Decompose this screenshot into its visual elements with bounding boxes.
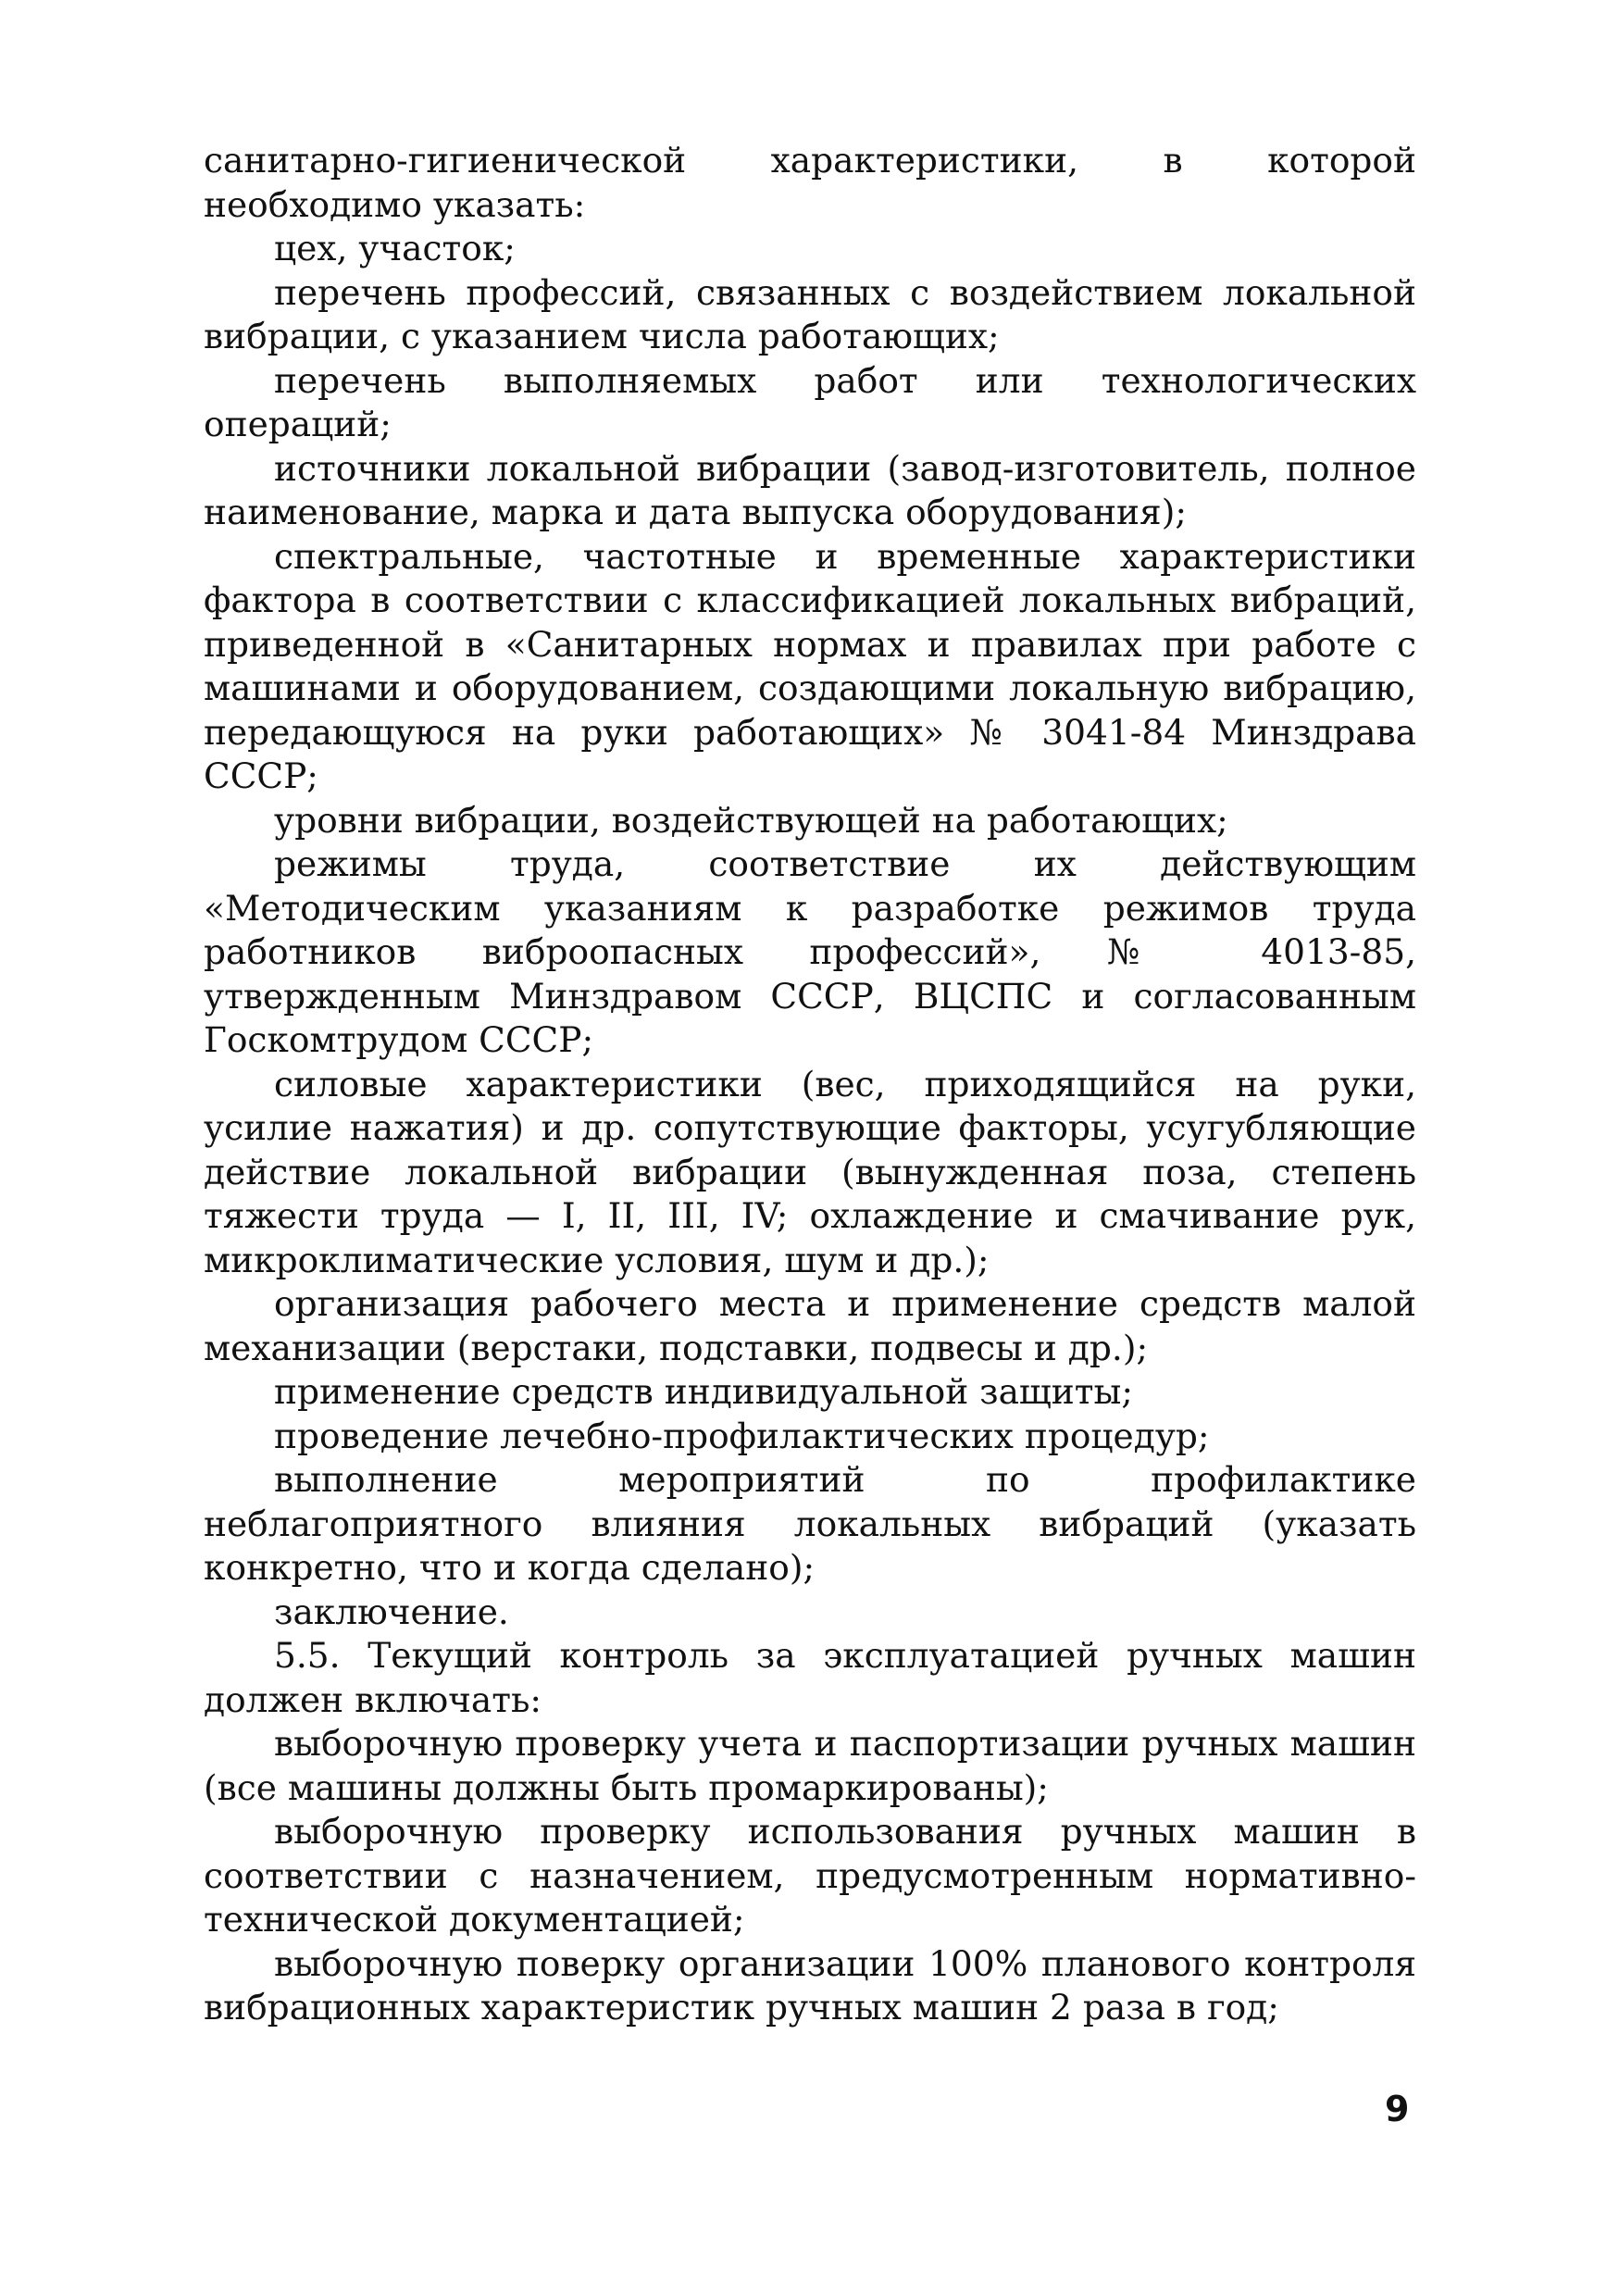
paragraph: перечень выполняемых работ или технологических операций;	[204, 359, 1416, 444]
paragraph: перечень профессий, связанных с воздействием локальной вибрации, с указанием числа работающих;	[204, 271, 1416, 356]
paragraph: применение средств индивидуальной защиты;	[274, 1371, 1134, 1412]
section-paragraph: 5.5. Текущий контроль за эксплуатацией ручных машин должен включать:	[204, 1635, 1416, 1720]
paragraph: режимы труда, соответствие их действующим «Методическим указаниям к разработке режимов труда работников виброопасных профессий», № 4013-85, утвержденным Минздравом СССР, ВЦСПС и согласованным Госкомтрудом СССР;	[204, 843, 1416, 1060]
paragraph: источники локальной вибрации (завод-изготовитель, полное наименование, марка и дата выпуска оборудования);	[204, 447, 1416, 532]
paragraph: санитарно-гигиенической характеристики, в которой необходимо указать:	[204, 140, 1416, 225]
paragraph: выборочную поверку организации 100% планового контроля вибрационных характеристик ручных машин 2 раза в год;	[204, 1942, 1416, 2028]
paragraph: заключение.	[274, 1591, 509, 1632]
paragraph: выборочную проверку использования ручных машин в соответствии с назначением, предусмотренным нормативно-технической документацией;	[204, 1811, 1416, 1940]
paragraph: проведение лечебно-профилактических процедур;	[274, 1415, 1210, 1456]
paragraph: выборочную проверку учета и паспортизации ручных машин (все машины должны быть промаркированы);	[204, 1723, 1416, 1808]
paragraph: организация рабочего места и применение средств малой механизации (верстаки, подставки, подвесы и др.);	[204, 1283, 1416, 1368]
paragraph: цех, участок;	[274, 228, 516, 268]
page-number: 9	[1385, 2089, 1410, 2129]
paragraph: силовые характеристики (вес, приходящийся на руки, усилие нажатия) и др. сопутствующие факторы, усугубляющие действие локальной вибрации (вынужденная поза, степень тяжести труда — I, II, III, IV; охлаждение и смачивание рук, микроклиматические условия, шум и др.);	[204, 1063, 1416, 1280]
paragraph: выполнение мероприятий по профилактике неблагоприятного влияния локальных вибраций (указать конкретно, что и когда сделано);	[204, 1459, 1416, 1588]
paragraph: спектральные, частотные и временные характеристики фактора в соответствии с классификацией локальных вибраций, приведенной в «Санитарных нормах и правилах при работе с машинами и оборудованием, создающими локальную вибрацию, передающуюся на руки работающих» № 3041-84 Минздрава СССР;	[204, 535, 1416, 796]
paragraph: уровни вибрации, воздействующей на работающих;	[274, 799, 1228, 841]
body-text	[204, 139, 1416, 2030]
